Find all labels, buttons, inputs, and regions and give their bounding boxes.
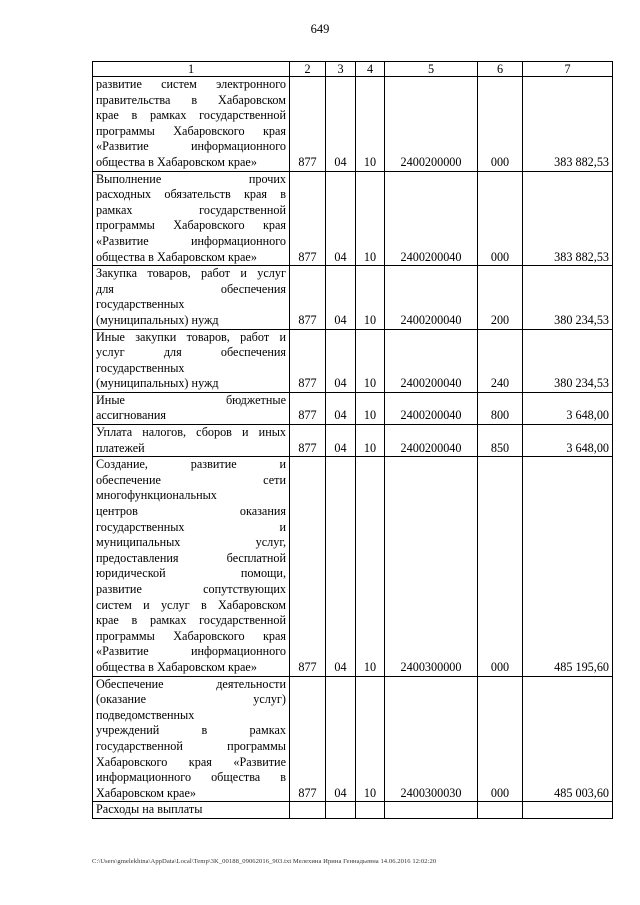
table-row <box>93 676 613 802</box>
row-name-line: общества в Хабаровском крае» <box>96 154 257 169</box>
row-name-line: правительства в Хабаровском <box>96 92 286 107</box>
row-name-line: государственных <box>96 297 185 312</box>
footer-file-path: C:\Users\gmelekhina\AppData\Local\Temp\3K_00188_09062016_903.txt Мелехина Ирина Геннадьевна 14.06.2016 12:02:20 <box>92 858 437 865</box>
target-article-cell: 2400200000 <box>385 77 478 172</box>
row-name-cell <box>93 457 290 676</box>
row-name-line: программы Хабаровского края <box>96 123 286 138</box>
amount-cell <box>523 802 613 819</box>
target-article-cell: 2400200040 <box>385 329 478 392</box>
row-name-line: крае в рамках государственной <box>96 613 286 628</box>
row-name-cell <box>93 802 290 819</box>
subsection-code-cell: 10 <box>356 329 385 392</box>
amount-cell: 383 882,53 <box>523 171 613 266</box>
row-name-line: программы Хабаровского края <box>96 628 286 643</box>
header-cell: 6 <box>478 62 523 77</box>
admin-code-cell: 877 <box>290 676 326 802</box>
amount-cell: 3 648,00 <box>523 425 613 457</box>
expense-type-cell: 000 <box>478 457 523 676</box>
admin-code-cell <box>290 802 326 819</box>
row-name-cell <box>93 392 290 424</box>
row-name-line: Уплата налогов, сборов и иных <box>96 425 286 440</box>
subsection-code-cell: 10 <box>356 676 385 802</box>
row-name-line: платежей <box>96 440 145 455</box>
target-article-cell: 2400200040 <box>385 392 478 424</box>
amount-cell: 3 648,00 <box>523 392 613 424</box>
row-name-line: государственных <box>96 360 185 375</box>
expense-type-cell <box>478 802 523 819</box>
page-number: 649 <box>310 22 330 36</box>
section-code-cell: 04 <box>326 329 356 392</box>
target-article-cell: 2400200040 <box>385 425 478 457</box>
target-article-cell: 2400200040 <box>385 171 478 266</box>
row-name-line: государственных и <box>96 519 286 534</box>
subsection-code-cell: 10 <box>356 266 385 329</box>
table-row <box>93 266 613 329</box>
row-name-line: Обеспечение деятельности <box>96 676 286 691</box>
row-name-line: учреждений в рамках <box>96 723 286 738</box>
row-name-line: Иные бюджетные <box>96 392 286 407</box>
row-name-line: юридической помощи, <box>96 566 286 581</box>
expense-type-cell: 800 <box>478 392 523 424</box>
expense-type-cell: 240 <box>478 329 523 392</box>
table-row <box>93 457 613 676</box>
row-name-line: программы Хабаровского края <box>96 218 286 233</box>
header-cell: 3 <box>326 62 356 77</box>
amount-cell: 485 003,60 <box>523 676 613 802</box>
expense-type-cell: 200 <box>478 266 523 329</box>
section-code-cell: 04 <box>326 266 356 329</box>
row-name-line: Иные закупки товаров, работ и <box>96 329 286 344</box>
section-code-cell <box>326 802 356 819</box>
target-article-cell: 2400200040 <box>385 266 478 329</box>
row-name-line: систем и услуг в Хабаровском <box>96 597 286 612</box>
section-code-cell: 04 <box>326 425 356 457</box>
admin-code-cell: 877 <box>290 457 326 676</box>
table-row <box>93 802 613 819</box>
table-header-row <box>93 62 613 77</box>
subsection-code-cell <box>356 802 385 819</box>
expense-type-cell: 000 <box>478 77 523 172</box>
header-cell: 2 <box>290 62 326 77</box>
target-article-cell: 2400300030 <box>385 676 478 802</box>
admin-code-cell: 877 <box>290 392 326 424</box>
subsection-code-cell: 10 <box>356 171 385 266</box>
section-code-cell: 04 <box>326 77 356 172</box>
amount-cell: 383 882,53 <box>523 77 613 172</box>
expense-type-cell: 000 <box>478 676 523 802</box>
row-name-line: многофункциональных <box>96 488 217 503</box>
header-cell: 1 <box>93 62 290 77</box>
admin-code-cell: 877 <box>290 171 326 266</box>
row-name-line: муниципальных услуг, <box>96 535 286 550</box>
amount-cell: 380 234,53 <box>523 266 613 329</box>
row-name-cell <box>93 425 290 457</box>
subsection-code-cell: 10 <box>356 392 385 424</box>
subsection-code-cell: 10 <box>356 457 385 676</box>
row-name-line: Расходы на выплаты <box>96 802 203 817</box>
row-name-line: государственной программы <box>96 738 286 753</box>
row-name-cell <box>93 329 290 392</box>
section-code-cell: 04 <box>326 392 356 424</box>
table-row <box>93 329 613 392</box>
row-name-line: «Развитие информационного <box>96 644 286 659</box>
row-name-line: центров оказания <box>96 504 286 519</box>
header-cell: 5 <box>385 62 478 77</box>
subsection-code-cell: 10 <box>356 77 385 172</box>
table-row <box>93 77 613 172</box>
table-row <box>93 425 613 457</box>
row-name-line: обеспечение сети <box>96 472 286 487</box>
expense-type-cell: 000 <box>478 171 523 266</box>
amount-cell: 380 234,53 <box>523 329 613 392</box>
subsection-code-cell: 10 <box>356 425 385 457</box>
row-name-line: подведомственных <box>96 707 195 722</box>
row-name-line: расходных обязательств края в <box>96 187 286 202</box>
table-row <box>93 392 613 424</box>
row-name-cell <box>93 266 290 329</box>
row-name-line: Выполнение прочих <box>96 171 286 186</box>
budget-table <box>92 61 613 819</box>
target-article-cell <box>385 802 478 819</box>
row-name-cell <box>93 77 290 172</box>
row-name-line: для обеспечения <box>96 281 286 296</box>
row-name-cell <box>93 676 290 802</box>
admin-code-cell: 877 <box>290 266 326 329</box>
row-name-line: «Развитие информационного <box>96 139 286 154</box>
row-name-line: крае в рамках государственной <box>96 108 286 123</box>
row-name-line: (муниципальных) нужд <box>96 376 219 391</box>
row-name-line: Хабаровском крае» <box>96 785 196 800</box>
row-name-line: информационного общества в <box>96 770 286 785</box>
section-code-cell: 04 <box>326 457 356 676</box>
expense-type-cell: 850 <box>478 425 523 457</box>
row-name-line: услуг для обеспечения <box>96 345 286 360</box>
row-name-line: развитие сопутствующих <box>96 582 286 596</box>
section-code-cell: 04 <box>326 171 356 266</box>
admin-code-cell: 877 <box>290 425 326 457</box>
row-name-cell <box>93 171 290 266</box>
header-cell: 4 <box>356 62 385 77</box>
row-name-line: развитие систем электронного <box>96 77 286 91</box>
row-name-line: (муниципальных) нужд <box>96 312 219 327</box>
table-row <box>93 171 613 266</box>
row-name-line: «Развитие информационного <box>96 233 286 248</box>
row-name-line: предоставления бесплатной <box>96 550 286 565</box>
admin-code-cell: 877 <box>290 329 326 392</box>
header-cell: 7 <box>523 62 613 77</box>
row-name-line: ассигнования <box>96 408 167 423</box>
section-code-cell: 04 <box>326 676 356 802</box>
admin-code-cell: 877 <box>290 77 326 172</box>
row-name-line: Хабаровского края «Развитие <box>96 754 286 769</box>
row-name-line: Закупка товаров, работ и услуг <box>96 266 286 281</box>
row-name-line: общества в Хабаровском крае» <box>96 249 257 264</box>
amount-cell: 485 195,60 <box>523 457 613 676</box>
row-name-line: общества в Хабаровском крае» <box>96 659 257 674</box>
row-name-line: Создание, развитие и <box>96 457 286 472</box>
row-name-line: рамках государственной <box>96 202 286 217</box>
target-article-cell: 2400300000 <box>385 457 478 676</box>
row-name-line: (оказание услуг) <box>96 692 286 707</box>
